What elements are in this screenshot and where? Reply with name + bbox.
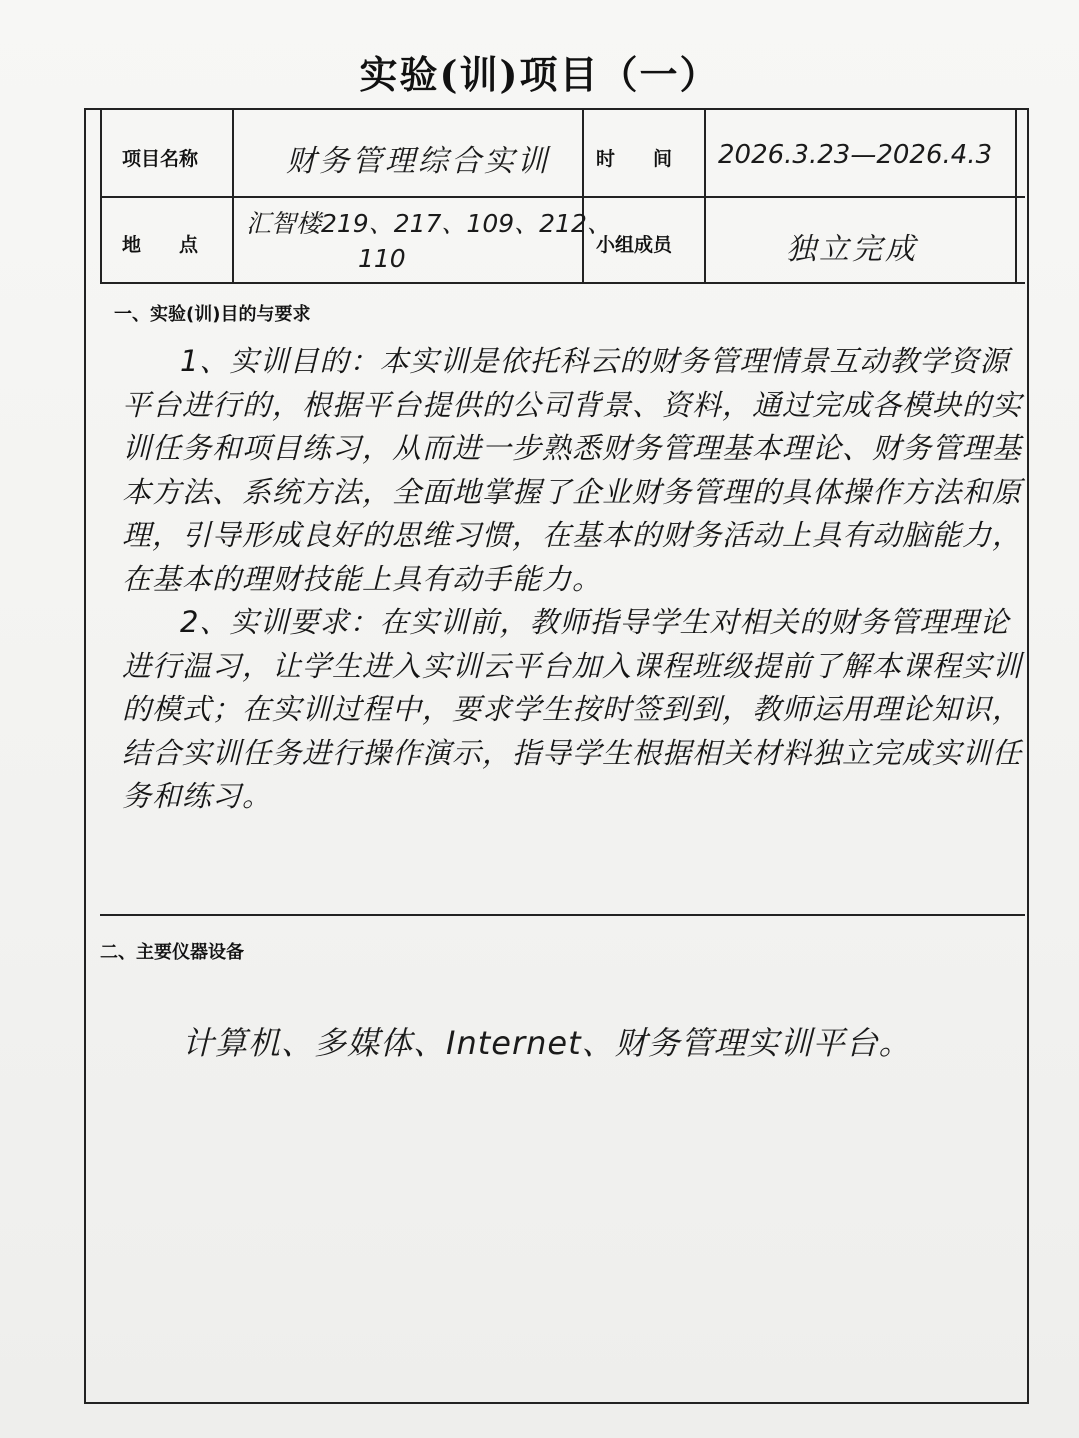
members-label: 小组成员: [596, 234, 673, 256]
section-1-heading: 一、实验(训)目的与要求: [114, 304, 311, 325]
location-value-line1: 汇智楼219、217、109、212、: [246, 209, 612, 238]
page-title: 实验(训)项目（一）: [359, 52, 720, 97]
requirement-paragraph: 2、实训要求：在实训前，教师指导学生对相关的财务管理理论进行温习，让学生进入实训云平台加入课程班级提前了解本课程实训的模式；在实训过程中，要求学生按时签到到，教师运用理论知识，结合实训任务进行操作演示，指导学生根据相关材料独立完成实训任务和练习。: [122, 605, 1023, 813]
location-label: 地 点: [122, 234, 199, 256]
col-divider-3: [582, 110, 584, 284]
row-divider-2: [100, 282, 1025, 284]
project-name-value: 财务管理综合实训: [286, 144, 550, 179]
time-label: 时 间: [596, 148, 673, 170]
time-value: 2026.3.23—2026.4.3: [718, 140, 993, 170]
row-divider-3: [100, 914, 1025, 916]
project-name-label: 项目名称: [122, 148, 199, 170]
purpose-paragraph: 1、实训目的：本实训是依托科云的财务管理情景互动教学资源平台进行的，根据平台提供的公司背景、资料，通过完成各模块的实训任务和项目练习，从而进一步熟悉财务管理基本理论、财务管理基本方法、系统方法，全面地掌握了企业财务管理的具体操作方法和原理，引导形成良好的思维习惯，在基本的财务活动上具有动脑能力，在基本的理财技能上具有动手能力。: [122, 344, 1023, 596]
row-divider-1: [100, 196, 1025, 198]
members-value: 独立完成: [786, 232, 918, 267]
location-value-line2: 110: [358, 244, 406, 273]
col-divider-1: [100, 110, 102, 284]
section-2-heading: 二、主要仪器设备: [100, 942, 244, 963]
col-divider-5: [1015, 110, 1017, 284]
equipment-text: 计算机、多媒体、Internet、财务管理实训平台。: [182, 1024, 912, 1062]
section-1-body: [122, 340, 1022, 819]
col-divider-2: [232, 110, 234, 284]
col-divider-4: [704, 110, 706, 284]
